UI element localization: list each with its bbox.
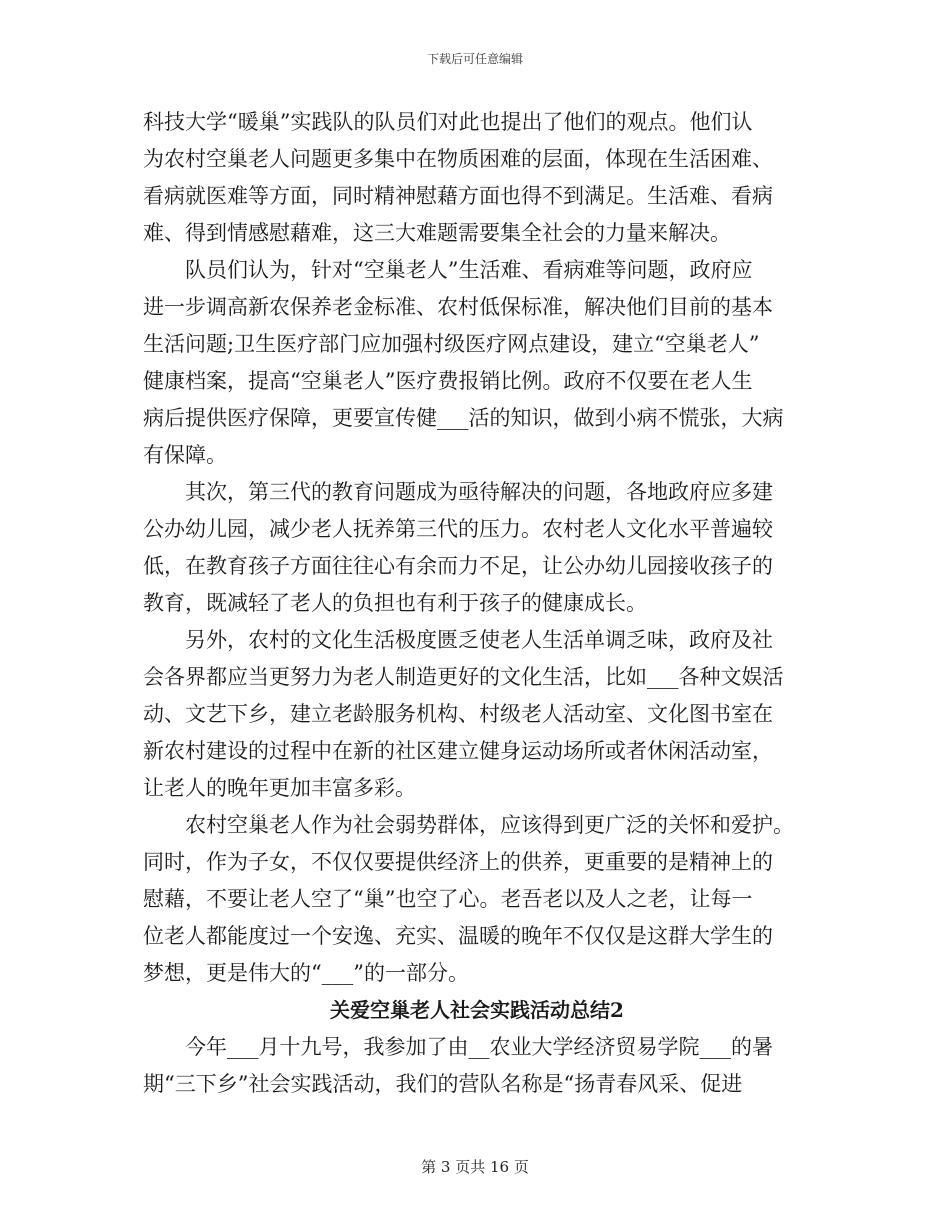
text-line: 同时，作为子女，不仅仅要提供经济上的供养，更重要的是精神上的 [143, 850, 773, 874]
text-line: 健康档案，提高“空巢老人”医疗费报销比例。政府不仅要在老人生 [143, 369, 753, 393]
text-line: 生活问题;卫生医疗部门应加强村级医疗网点建设，建立“空巢老人” [143, 332, 760, 356]
text-line: 难、得到情感慰藉难，这三大难题需要集全社会的力量来解决。 [143, 221, 731, 245]
text-line: 队员们认为，针对“空巢老人”生活难、看病难等问题，政府应 [143, 258, 753, 282]
paragraph [143, 807, 811, 992]
text-line: 会各界都应当更努力为老人制造更好的文化生活，比如___各种文娱活 [143, 665, 784, 689]
text-line: 科技大学“暖巢”实践队的队员们对此也提出了他们的观点。他们认 [143, 110, 753, 134]
document-body [143, 104, 811, 1103]
text-line: 让老人的晚年更加丰富多彩。 [143, 776, 416, 800]
text-line: 低，在教育孩子方面往往心有余而力不足，让公办幼儿园接收孩子的 [143, 554, 773, 578]
text-line: 教育，既减轻了老人的负担也有利于孩子的健康成长。 [143, 591, 647, 615]
text-line: 有保障。 [143, 443, 227, 467]
text-line: 新农村建设的过程中在新的社区建立健身运动场所或者休闲活动室， [143, 739, 773, 763]
paragraph [143, 622, 811, 807]
text-line: 另外，农村的文化生活极度匮乏使老人生活单调乏味，政府及社 [143, 628, 773, 652]
text-line: 位老人都能度过一个安逸、充实、温暖的晚年不仅仅是这群大学生的 [143, 924, 773, 948]
paragraph [143, 252, 811, 474]
section-title: 关爱空巢老人社会实践活动总结2 [330, 998, 624, 1022]
text-line: 看病就医难等方面，同时精神慰藉方面也得不到满足。生活难、看病 [143, 184, 773, 208]
text-line: 为农村空巢老人问题更多集中在物质困难的层面，体现在生活困难、 [143, 147, 773, 171]
text-line: 今年___月十九号，我参加了由__农业大学经济贸易学院___的暑 [143, 1035, 773, 1059]
text-line: 梦想，更是伟大的“___”的一部分。 [143, 961, 469, 985]
text-line: 其次，第三代的教育问题成为亟待解决的问题，各地政府应多建 [143, 480, 773, 504]
paragraph [143, 1029, 811, 1103]
text-line: 慰藉，不要让老人空了“巢”也空了心。老吾老以及人之老，让每一 [143, 887, 753, 911]
page-number: 第 3 页共 16 页 [421, 1158, 529, 1176]
text-line: 动、文艺下乡，建立老龄服务机构、村级老人活动室、文化图书室在 [143, 702, 773, 726]
text-line: 期“三下乡”社会实践活动，我们的营队名称是“扬青春风采、促进 [143, 1072, 743, 1096]
text-line: 农村空巢老人作为社会弱势群体，应该得到更广泛的关怀和爱护。 [143, 813, 794, 837]
paragraph [143, 474, 811, 622]
page-header: 下载后可任意编辑 [426, 52, 523, 66]
text-line: 公办幼儿园，减少老人抚养第三代的压力。农村老人文化水平普遍较 [143, 517, 773, 541]
text-line: 进一步调高新农保养老金标准、农村低保标准，解决他们目前的基本 [143, 295, 773, 319]
text-line: 病后提供医疗保障，更要宣传健___活的知识，做到小病不慌张，大病 [143, 406, 784, 430]
paragraph [143, 104, 811, 252]
